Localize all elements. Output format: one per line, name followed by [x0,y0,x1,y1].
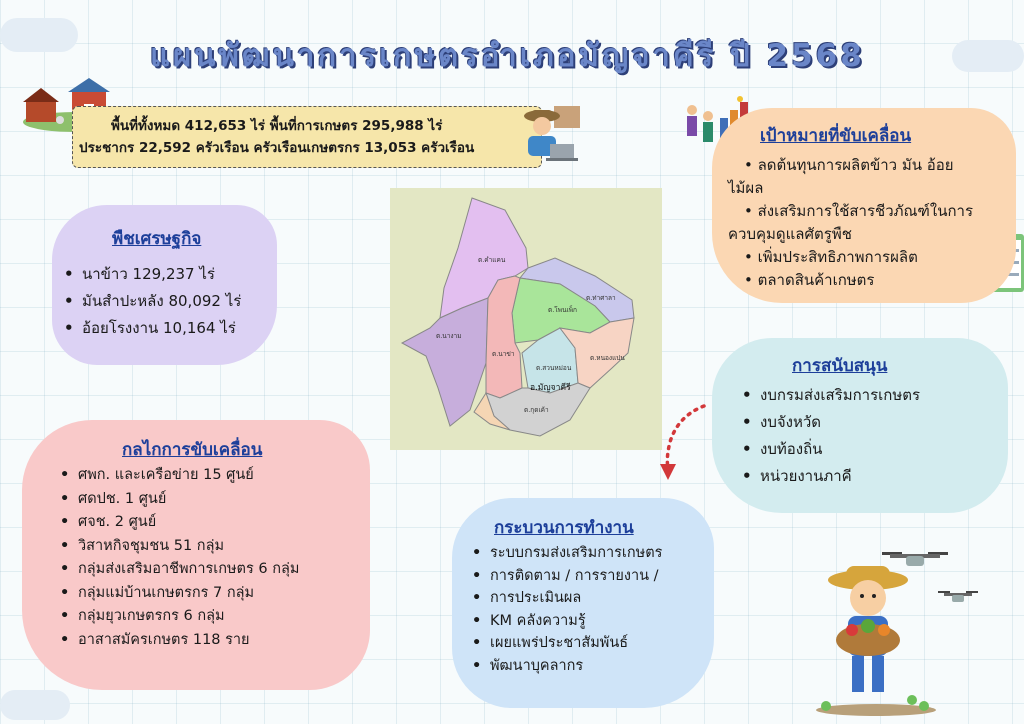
support-panel [712,338,1008,513]
list-item: • งบจังหวัด [742,409,920,436]
list-item: • หน่วยงานภาคี [742,463,920,490]
goals-panel [712,108,1016,303]
list-item: • วิสาหกิจชุมชน 51 กลุ่ม [60,535,299,559]
list-item: • ตลาดสินค้าเกษตร [744,271,875,289]
economic-crops-list [64,261,241,342]
list-item: • ระบบกรมส่งเสริมการเกษตร [472,542,662,565]
map-region-nagam [402,298,488,426]
farmer-laptop-icon [520,104,582,164]
list-item: • พัฒนาบุคลากร [472,655,662,678]
map-label-kudkhao: ต.กุดเค้า [524,406,549,414]
list-item-continuation [472,587,662,610]
mechanism-panel [22,420,370,690]
area-summary: พื้นที่ทั้งหมด 412,653 ไร่ พื้นที่การเกษตร 295,988 ไร่ [111,118,443,134]
map-label-khamkhaen: ต.คำแคน [478,256,506,264]
list-item: • งบท้องถิ่น [742,436,920,463]
page-title: แผนพัฒนาการเกษตรอำเภอมัญจาคีรี ปี 2568 [150,38,865,74]
goals-list [728,154,1010,292]
economic-crops-heading: พืชเศรษฐกิจ [112,229,202,249]
list-item: • อาสาสมัครเกษตร 118 ราย [60,629,299,653]
goals-heading: เป้าหมายที่ขับเคลื่อน [760,126,912,146]
list-item: • นาข้าว 129,237 ไร่ [64,261,241,288]
list-item: • ลดต้นทุนการผลิตข้าว มัน อ้อย [744,156,954,174]
farmer-vegetables-icon [812,560,942,718]
map-label-nongpaen: ต.หนองแปน [590,354,625,362]
list-item: • ศจช. 2 ศูนย์ [60,511,299,535]
support-list [742,382,920,490]
cloud-icon [952,40,1024,72]
map-label-nakha: ต.นาข่า [492,350,515,358]
list-item: • งบกรมส่งเสริมการเกษตร [742,382,920,409]
map-caption: อ.มัญจาคีรี [530,383,571,393]
map-label-nagam: ต.นางาม [436,332,462,340]
list-item: • เผยแพร่ประชาสัมพันธ์ [472,632,662,655]
drone-icon [936,588,980,608]
list-item: • มันสำปะหลัง 80,092 ไร่ [64,288,241,315]
economic-crops-panel [52,205,277,365]
list-item: • ศพก. และเครือข่าย 15 ศูนย์ [60,464,299,488]
list-item: ควบคุมดูแลศัตรูพืช [728,225,852,243]
summary-banner [72,106,542,168]
list-item: • ศดปช. 1 ศูนย์ [60,488,299,512]
district-map [390,188,662,450]
process-heading: กระบวนการทำงาน [494,518,634,538]
list-item: • ส่งเสริมการใช้สารชีวภัณฑ์ในการ [744,202,974,220]
cloud-icon [0,18,78,52]
map-label-thasala: ต.ท่าศาลา [586,294,616,302]
map-label-suanmon: ต.สวนหม่อน [536,364,572,372]
mechanism-list [60,464,299,652]
process-panel [452,498,714,708]
list-item: • KM คลังความรู้ [472,610,662,633]
list-item: • กลุ่มส่งเสริมอาชีพการเกษตร 6 กลุ่ม [60,558,299,582]
list-item: • กลุ่มยุวเกษตรกร 6 กลุ่ม [60,605,299,629]
support-heading: การสนับสนุน [792,356,888,376]
list-item: • กลุ่มแม่บ้านเกษตรกร 7 กลุ่ม [60,582,299,606]
population-summary: ประชากร 22,592 ครัวเรือน ครัวเรือนเกษตรกร 13,053 ครัวเรือน [79,140,475,156]
list-item: • การติดตาม / การรายงาน / [472,565,662,588]
list-item: • อ้อยโรงงาน 10,164 ไร่ [64,315,241,342]
mechanism-heading: กลไกการขับเคลื่อน [122,440,263,460]
list-item: ไม้ผล [728,179,764,197]
map-label-phonphek: ต.โพนเพ็ก [548,306,577,314]
cloud-icon [0,690,70,720]
list-item: • เพิ่มประสิทธิภาพการผลิต [744,248,918,266]
dotted-arrow-icon [648,402,708,484]
process-list [472,542,662,677]
list-item-continuation-text: การประเมินผล [490,590,582,606]
